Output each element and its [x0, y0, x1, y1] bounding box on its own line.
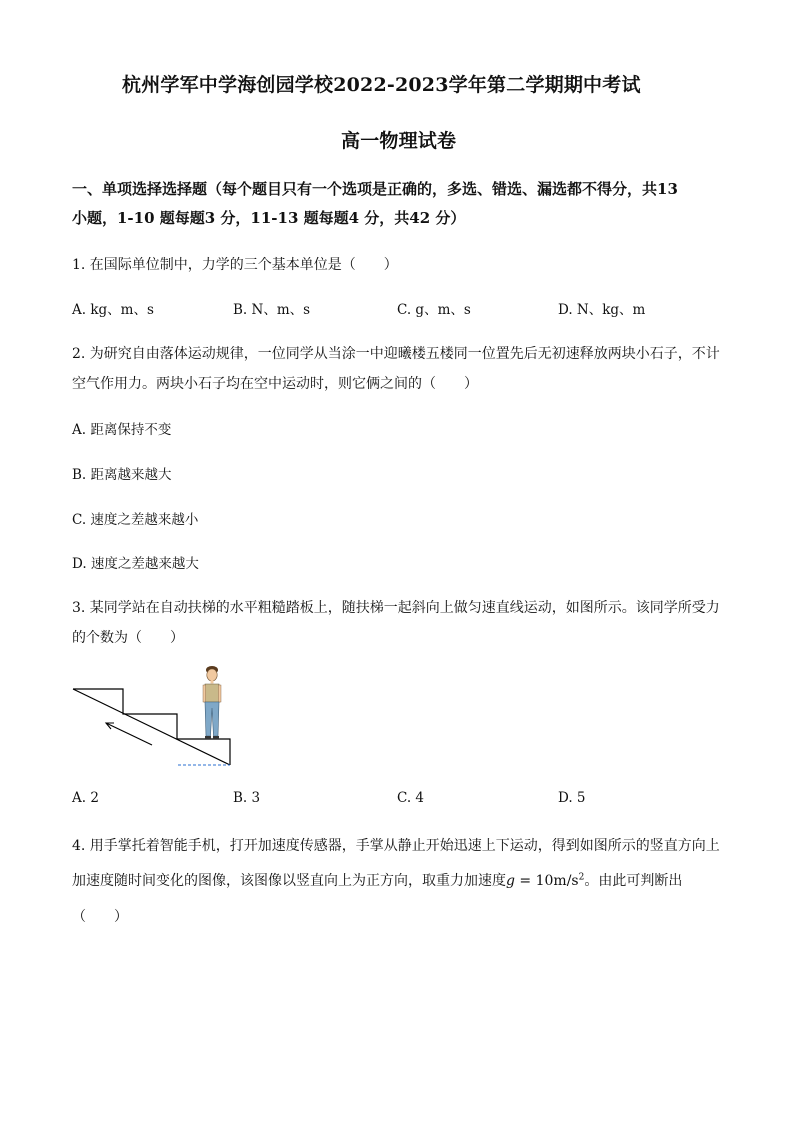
- question-3-option-a: A. 2: [72, 790, 99, 806]
- question-4-stem-line3: （ ）: [72, 909, 128, 925]
- question-3-stem-line2: 的个数为（ ）: [72, 630, 184, 646]
- question-1-option-c: C. g、m、s: [397, 302, 471, 318]
- question-2-stem-line1: 2. 为研究自由落体运动规律，一位同学从当涂一中迎曦楼五楼同一位置先后无初速释放两块小石子，不计: [72, 346, 720, 362]
- question-3-stem-line1: 3. 某同学站在自动扶梯的水平粗糙踏板上，随扶梯一起斜向上做匀速直线运动，如图所示。该同学所受力: [72, 600, 720, 616]
- question-3-option-d: D. 5: [558, 790, 586, 806]
- question-1-option-d: D. N、kg、m: [558, 302, 646, 318]
- question-1-stem: 1. 在国际单位制中，力学的三个基本单位是（ ）: [72, 257, 398, 273]
- section-heading-line1: 一、单项选择选择题（每个题目只有一个选项是正确的，多选、错选、漏选都不得分，共13: [72, 180, 678, 198]
- question-3-option-c: C. 4: [397, 790, 425, 806]
- question-4-stem-line1: 4. 用手掌托着智能手机，打开加速度传感器，手掌从静止开始迅速上下运动，得到如图所示的竖直方向上: [72, 838, 720, 854]
- question-4-stem-line2: [72, 870, 682, 890]
- question-4-stem-line2-text: 加速度随时间变化的图像，该图像以竖直向上为正方向，取重力加速度: [72, 873, 506, 889]
- gravity-unit-exponent: 2: [578, 872, 585, 883]
- question-2-stem-line2: 空气作用力。两块小石子均在空中运动时，则它俩之间的（ ）: [72, 376, 478, 392]
- question-2-option-d: D. 速度之差越来越大: [72, 556, 199, 572]
- question-2-option-b: B. 距离越来越大: [72, 467, 172, 483]
- question-1-option-b: B. N、m、s: [233, 302, 311, 318]
- section-heading-line2: 小题，1-10 题每题3 分，11-13 题每题4 分，共42 分）: [72, 209, 466, 227]
- question-2-option-a: A. 距离保持不变: [72, 422, 172, 438]
- escalator-with-person-icon: [70, 662, 270, 772]
- question-4-stem-line2-tail: 。由此可判断出: [584, 873, 683, 889]
- gravity-value: = 10m/s: [514, 873, 579, 889]
- question-3-option-b: B. 3: [233, 790, 261, 806]
- question-2-option-c: C. 速度之差越来越小: [72, 512, 199, 528]
- motion-arrow: [106, 723, 152, 745]
- question-1-option-a: A. kg、m、s: [72, 302, 154, 318]
- gravity-symbol: g: [506, 873, 515, 889]
- person-figure: [203, 666, 221, 739]
- page-title: 杭州学军中学海创园学校2022-2023学年第二学期期中考试: [122, 74, 641, 96]
- page-subtitle: 高一物理试卷: [341, 130, 457, 152]
